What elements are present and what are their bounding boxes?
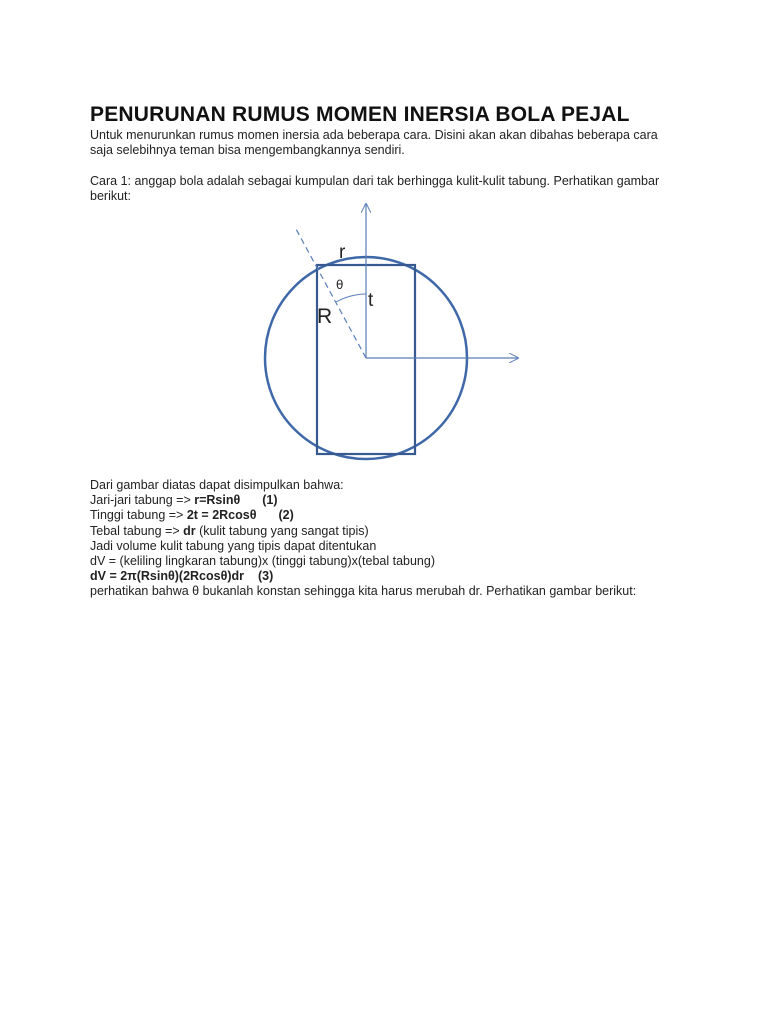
radius-dashed-line <box>296 229 366 358</box>
thickness-formula: dr <box>183 523 196 538</box>
method-intro-paragraph: Cara 1: anggap bola adalah sebagai kumpulan dari tak berhingga kulit-kulit tabung. Perhatikan gambar berikut: <box>90 174 660 203</box>
volume-lead: Jadi volume kulit tabung yang tipis dapat ditentukan <box>90 538 377 553</box>
note-line: perhatikan bahwa θ bukanlah konstan sehingga kita harus merubah dr. Perhatikan gambar berikut: <box>90 584 637 599</box>
conclusion-block <box>90 478 690 600</box>
dv-formula: dV = 2π(Rsinθ)(2Rcosθ)dr <box>90 569 245 584</box>
dv-words-line: dV = (keliling lingkaran tabung)x (tinggi tabung)x(tebal tabung) <box>90 554 436 569</box>
thickness-line <box>90 524 690 539</box>
height-formula: 2t = 2Rcosθ <box>186 508 257 523</box>
label-t: t <box>368 290 374 311</box>
page-title: PENURUNAN RUMUS MOMEN INERSIA BOLA PEJAL <box>90 103 630 126</box>
height-equation-number: (2) <box>278 508 294 523</box>
radius-formula: r=Rsinθ <box>194 493 241 508</box>
radius-line <box>90 493 690 508</box>
height-prefix: Tinggi tabung => <box>90 508 187 523</box>
sphere-cylinder-diagram <box>255 200 525 470</box>
height-line <box>90 508 690 523</box>
radius-prefix: Jari-jari tabung => <box>90 493 195 508</box>
dv-equation-number: (3) <box>258 569 274 584</box>
dv-formula-line <box>90 569 690 584</box>
thickness-suffix: (kulit tabung yang sangat tipis) <box>195 523 369 538</box>
intro-paragraph: Untuk menurunkan rumus momen inersia ada beberapa cara. Disini akan akan dibahas beberapa cara saja selebihnya teman bisa mengembangkannya sendiri. <box>90 128 658 157</box>
radius-equation-number: (1) <box>262 493 278 508</box>
label-r: r <box>339 242 346 263</box>
label-R: R <box>317 305 333 328</box>
thickness-prefix: Tebal tabung => <box>90 523 184 538</box>
conclusion-lead: Dari gambar diatas dapat disimpulkan bahwa: <box>90 478 344 492</box>
theta-arc <box>336 294 366 302</box>
label-theta: θ <box>336 278 344 292</box>
